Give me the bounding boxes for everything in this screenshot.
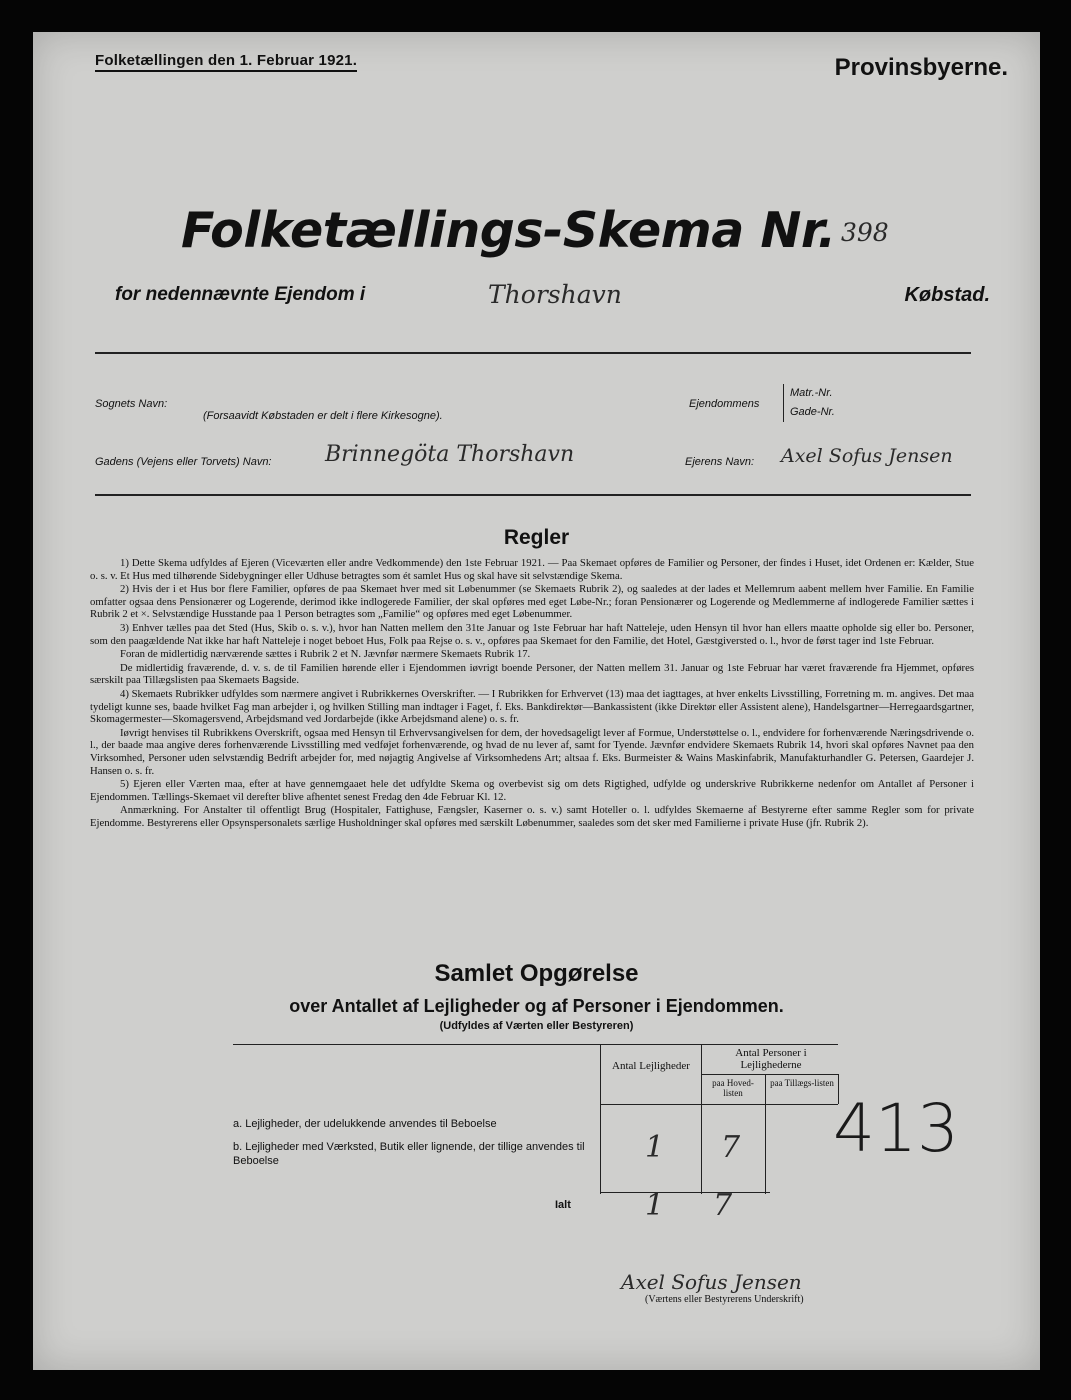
street-value: Brinnegöta Thorshavn — [325, 442, 575, 467]
table-col-rule — [701, 1044, 702, 1194]
total-apartments: 1 — [645, 1188, 665, 1223]
col-supp-list-header: paa Tillægs-listen — [770, 1078, 834, 1088]
rule-paragraph: 5) Ejeren eller Værten maa, efter at have gennemgaaet hele det udfyldte Skema og overbevist sig om dets Rigtighed, udfylde og underskrive Rubrikkerne nedenfor om Antallet af Personer i Ejendommen. Tællings-Skemaet vil derefter blive afhentet senest Fredag den 4de Februar Kl. 12. — [90, 778, 974, 803]
rule-paragraph: 3) Enhver tælles paa det Sted (Hus, Skib o. s. v.), hvor han Natten mellem den 31te Januar og 1ste Februar har haft Natteleje, uden Hensyn til hvor han ellers maatte opholde sig eller bo. Personer, som den paagældende Nat ikke har haft Natteleje i noget beboet Hus, Folk paa Rejse o. s. v., opføres paa Skemaet for den Familie, det Hotel, Gæstgiversted o. l., hvor de først tager ind 1ste Februar. — [90, 621, 974, 647]
signature-label: (Værtens eller Bestyrerens Underskrift) — [645, 1294, 804, 1305]
divider-top — [95, 352, 971, 354]
street-label: Gadens (Vejens eller Torvets) Navn: — [95, 456, 272, 468]
matr-label: Matr.-Nr. — [790, 387, 833, 399]
summary-title: Samlet Opgørelse — [434, 960, 639, 987]
owner-value: Axel Sofus Jensen — [781, 445, 953, 467]
rule-paragraph: De midlertidig fraværende, d. v. s. de til Familien hørende eller i Ejendommen iøvrigt boende Personer, der Natten mellem 31. Januar og 1ste Februar har været fraværende fra Hjemmet, opføres særskilt paa Tillægslisten paa Skemaets Bagside. — [90, 661, 974, 687]
margin-count-note: 413 — [833, 1090, 959, 1167]
rules-title: Regler — [503, 526, 570, 549]
region-heading: Provinsbyerne. — [834, 54, 1008, 81]
form-title: Folketællings-Skema Nr. — [181, 202, 836, 259]
owner-label: Ejerens Navn: — [685, 456, 755, 468]
table-col-rule — [765, 1074, 766, 1194]
table-mid-rule — [701, 1074, 838, 1075]
rules-text — [90, 557, 974, 830]
town-name: Thorshavn — [488, 280, 622, 309]
table-top-rule — [233, 1044, 838, 1045]
col-apartments-header: Antal Lejligheder — [612, 1060, 690, 1072]
property-id-label: Ejendommens — [689, 398, 760, 410]
summary-note: (Udfyldes af Værten eller Bestyreren) — [439, 1020, 634, 1032]
census-form — [33, 32, 1040, 1370]
rule-paragraph: Foran de midlertidig nærværende sættes i Rubrik 2 et N. Jævnfør nærmere Skemaets Rubrik 17. — [120, 648, 531, 661]
gade-label: Gade-Nr. — [790, 406, 835, 418]
owner-signature: Axel Sofus Jensen — [621, 1270, 802, 1294]
census-date-heading: Folketællingen den 1. Februar 1921. — [95, 52, 357, 72]
row-b-persons: 7 — [721, 1130, 741, 1165]
property-id-fields — [783, 384, 835, 422]
total-label: Ialt — [555, 1199, 571, 1211]
rule-paragraph: 1) Dette Skema udfyldes af Ejeren (Viceværten eller andre Vedkommende) den 1ste Februar 1921. — Paa Skemaet opføres de Familier og Personer, der findes i Huset, idet Ordenen er: Kælder, Stue o. s. v. Et Hus med tilhørende Sidebygninger eller Udhuse betragtes som ét samlet Hus og skal have sit selvstændige Skema. — [90, 557, 974, 582]
table-col-rule — [600, 1044, 601, 1194]
table-total-rule — [600, 1192, 770, 1193]
row-a-label: a. Lejligheder, der udelukkende anvendes til Beboelse — [233, 1118, 497, 1130]
table-head-rule — [600, 1104, 838, 1105]
schema-number: 398 — [841, 218, 889, 247]
parish-label: Sognets Navn: — [95, 398, 168, 410]
divider-bottom — [95, 494, 971, 496]
col-main-list-header: paa Hoved-listen — [712, 1078, 754, 1098]
rule-paragraph: Anmærkning. For Anstalter til offentligt Brug (Hospitaler, Fattighuse, Fængsler, Kaserner o. s. v.) samt Hoteller o. l. udfyldes Skemaerne af Bestyrerne efter samme Regler som for private Ejendomme. Bestyrerens eller Opsynspersonalets særlige Husholdninger skal opføres med særskilt Løbenummer, saaledes som det sker med Familierne i private Huse (jfr. Rubrik 2). — [90, 804, 974, 829]
col-persons-header: Antal Personer i Lejlighederne — [735, 1047, 807, 1071]
row-b-apartments: 1 — [645, 1130, 665, 1165]
property-label: for nedennævnte Ejendom i — [115, 284, 366, 305]
row-b-label: b. Lejligheder med Værksted, Butik eller lignende, der tillige anvendes til Beboelse — [233, 1141, 585, 1167]
rule-paragraph: Iøvrigt henvises til Rubrikkens Overskrift, ogsaa med Hensyn til Erhvervsangivelsen for dem, der hovedsageligt lever af Formue, Understøttelse o. l., endvidere for forhenværende Næringsdrivende o. l., der baade maa angive deres forhenværende Livsstilling med vedføjet forhenværende, og hvad de nu lever af, samt for Tyende. Jævnfør endvidere Skemaets Rubrik 14, hvori skal opføres Navnet paa den Virksomhed, Personer uden selvstændig Bedrift arbejder for, med nøjagtig Angivelse af Virksomhedens Art; altsaa f. Eks. Burmeister & Wains Maskinfabrik, Manufakturhandler G. Petersen, Gaardejer J. Hansen o. s. fr. — [90, 726, 974, 777]
rule-paragraph: 4) Skemaets Rubrikker udfyldes som nærmere angivet i Rubrikkernes Overskrifter. — I Rubrikken for Erhvervet (13) maa det iagttages, at hver enkelts Livsstilling, Forretning m. m. angives. Det maa tydeligt kunne ses, baade hvilket Fag man arbejder i, og hvilken Stilling man indtager i Faget, f. Eks. Bankdirektør—Bankassistent (ikke Direktør eller Assistent alene), Handelsgartner—Herregaardsgartner, Skomagermester—Skomagersvend, Arbejdsmand ved Jordarbejde (ikke Arbejdsmand alene) o. s. fr. — [90, 687, 974, 726]
total-persons: 7 — [713, 1188, 733, 1223]
summary-subtitle: over Antallet af Lejligheder og af Personer i Ejendommen. — [289, 996, 784, 1016]
rule-paragraph: 2) Hvis der i et Hus bor flere Familier, opføres de paa Skemaet hver med sit Løbenummer (se Skemaets Rubrik 2), og saaledes at der lades et Mellemrum aabent mellem hver Familie. En Familie omfatter ogsaa dens Pensionærer og Logerende, derimod ikke indlogerede Familier, der skal opføres med eget Løbe-Nr.; foran Pensionærer og Logerende og Medlemmerne af indlogerede Familier sættes i Rubrik 2 et ×. Selvstændige Husstande paa 1 Person betragtes som „Familie“ og opføres med eget Løbenummer. — [90, 583, 974, 621]
town-type: Købstad. — [904, 284, 990, 306]
parish-note: (Forsaavidt Købstaden er delt i flere Kirkesogne). — [203, 410, 443, 422]
